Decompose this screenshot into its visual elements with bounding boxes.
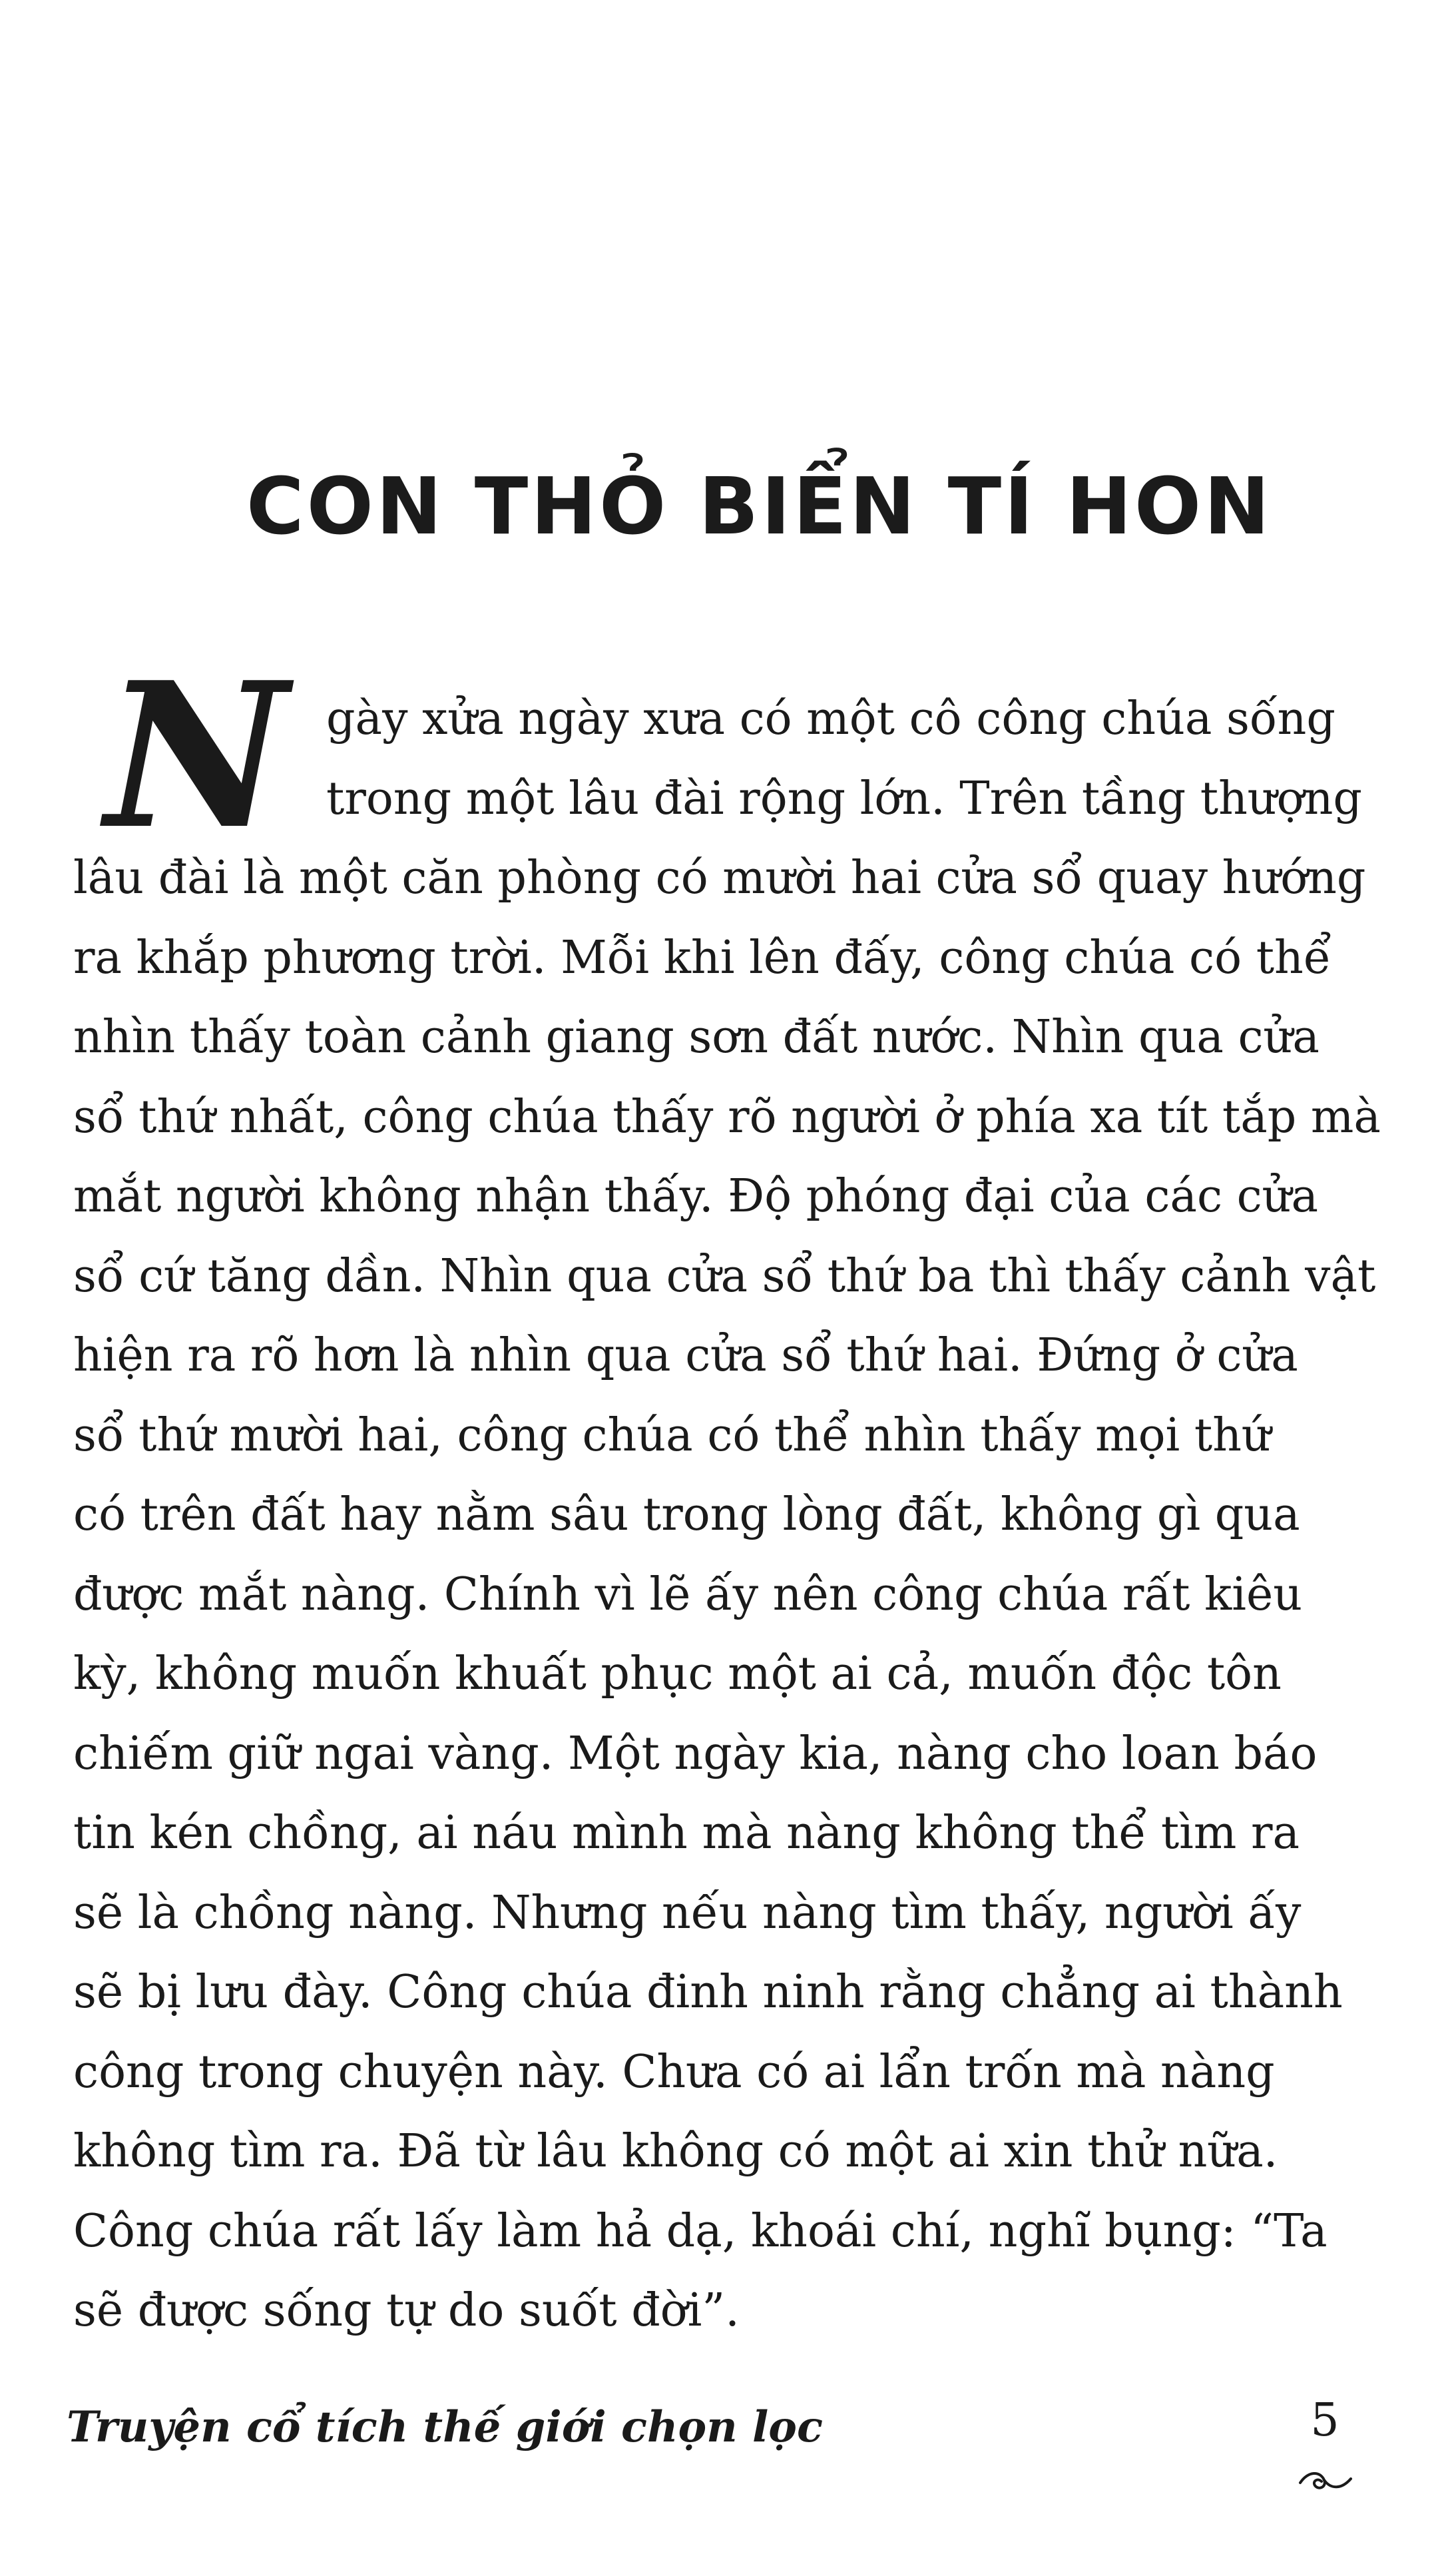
drop-cap: N — [105, 638, 288, 873]
paragraph-line: chiếm giữ ngai vàng. Một ngày kia, nàng cho loan báo — [73, 1727, 1318, 1780]
paragraph-line: sổ thứ nhất, công chúa thấy rõ người ở phía xa tít tắp mà — [73, 1090, 1381, 1143]
paragraph-line: sổ thứ mười hai, công chúa có thể nhìn thấy mọi thứ — [73, 1409, 1271, 1462]
paragraph-line: hiện ra rõ hơn là nhìn qua cửa sổ thứ hai. Đứng ở cửa — [73, 1329, 1298, 1382]
paragraph-line: không tìm ra. Đã từ lâu không có một ai xin thử nữa. — [73, 2125, 1278, 2178]
running-footer-title: Truyện cổ tích thế giới chọn lọc — [67, 2402, 823, 2452]
paragraph-line: kỳ, không muốn khuất phục một ai cả, muốn độc tôn — [73, 1648, 1282, 1700]
paragraph-line: lâu đài là một căn phòng có mười hai cửa sổ quay hướng — [73, 852, 1366, 904]
paragraph-line: có trên đất hay nằm sâu trong lòng đất, không gì qua — [73, 1488, 1300, 1541]
paragraph-line: sẽ là chồng nàng. Nhưng nếu nàng tìm thấy, người ấy — [73, 1886, 1302, 1939]
swirl-ornament-icon — [1295, 2464, 1355, 2497]
chapter-title: CON THỎ BIỂN TÍ HON — [246, 460, 1272, 552]
paragraph-line: được mắt nàng. Chính vì lẽ ấy nên công chúa rất kiêu — [73, 1568, 1303, 1621]
paragraph-line: tin kén chồng, ai náu mình mà nàng không thể tìm ra — [73, 1807, 1300, 1859]
paragraph-line: sẽ được sống tự do suốt đời”. — [73, 2284, 740, 2337]
paragraph-line: Công chúa rất lấy làm hả dạ, khoái chí, nghĩ bụng: “Ta — [73, 2204, 1328, 2258]
paragraph-line: mắt người không nhận thấy. Độ phóng đại của các cửa — [73, 1170, 1319, 1223]
paragraph-line: nhìn thấy toàn cảnh giang sơn đất nước. Nhìn qua cửa — [73, 1011, 1320, 1064]
paragraph-line: sẽ bị lưu đày. Công chúa đinh ninh rằng chẳng ai thành — [73, 1966, 1343, 2019]
paragraph-line: trong một lâu đài rộng lớn. Trên tầng thượng — [326, 772, 1362, 825]
paragraph-line: công trong chuyện này. Chưa có ai lẩn trốn mà nàng — [73, 2045, 1275, 2098]
paragraph-line: ra khắp phương trời. Mỗi khi lên đấy, công chúa có thể — [73, 931, 1332, 984]
paragraph-line: sổ cứ tăng dần. Nhìn qua cửa sổ thứ ba thì thấy cảnh vật — [73, 1249, 1376, 1303]
paragraph-line: gày xửa ngày xưa có một cô công chúa sống — [326, 693, 1335, 745]
page-number: 5 — [1310, 2394, 1339, 2447]
story-paragraph — [73, 638, 1381, 2351]
